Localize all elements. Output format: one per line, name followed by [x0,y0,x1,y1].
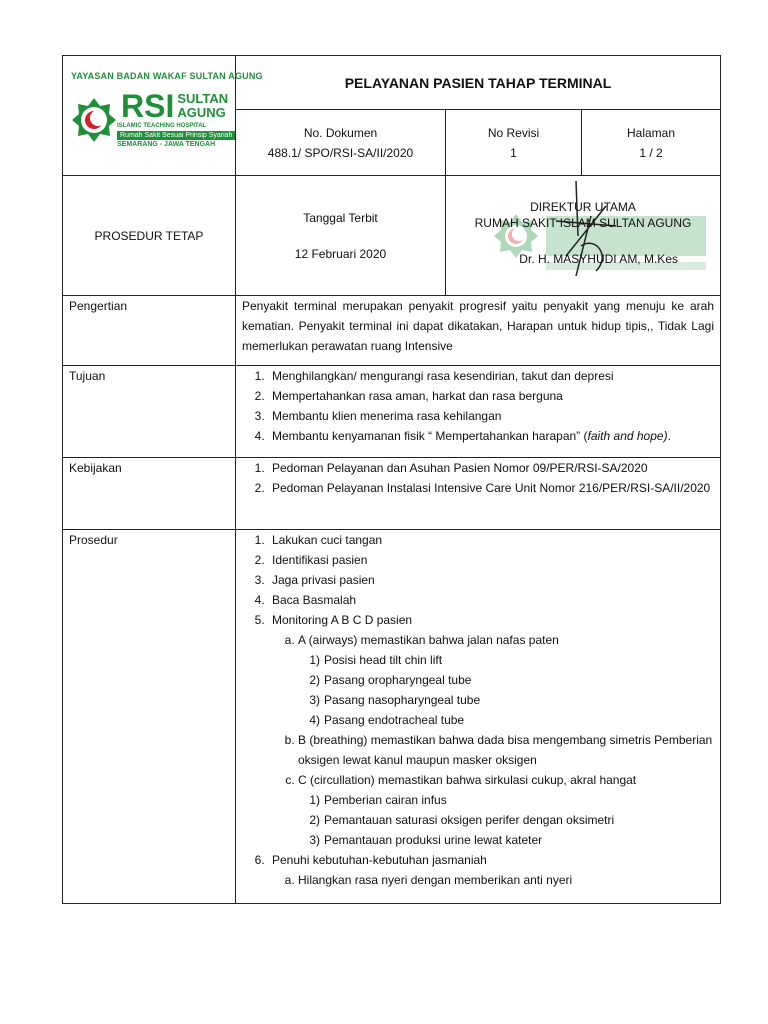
logo-tagline: Rumah Sakit Sesuai Prinsip Syariah [117,131,235,140]
pengertian-label: Pengertian [63,296,236,366]
list-item: 4. Membantu kenyamanan fisik “ Mempertahankan harapan” (faith and hope). [268,426,714,446]
direktur-title: DIREKTUR UTAMA [530,199,636,214]
list-item: 4. Baca Basmalah [268,590,714,610]
no-dokumen-value: 488.1/ SPO/RSI-SA/II/2020 [267,145,414,160]
jasmaniah-list [272,870,714,890]
sop-document [62,55,720,904]
no-dokumen-label: No. Dokumen [303,125,378,140]
list-item: 2. Mempertahankan rasa aman, harkat dan rasa berguna [268,386,714,406]
list-item: 1. Pedoman Pelayanan dan Asuhan Pasien Nomor 09/PER/RSI-SA/2020 [268,458,714,478]
tanggal-label: Tanggal Terbit [303,210,378,225]
list-item: b. B (breathing) memastikan bahwa dada bisa mengembang simetris Pemberian oksigen lewat kanul maupun masker oksigen [298,730,714,770]
monitoring-list [272,630,714,850]
kebijakan-label: Kebijakan [63,458,236,530]
logo-agung: AGUNG [177,105,226,120]
hospital-logo-icon [71,97,117,143]
no-revisi-value: 1 [510,145,517,160]
list-item: 2) Pemantauan saturasi oksigen perifer dengan oksimetri [309,813,615,827]
tujuan-cell [236,366,721,458]
logo-sultan: SULTAN [177,91,229,106]
halaman-label: Halaman [626,125,676,140]
no-revisi-cell [446,110,582,176]
list-item: a. A (airways) memastikan bahwa jalan nafas paten 1) Posisi head tilt chin lift 2) Pasang oropharyngeal tube 3) Pasang nasopharyngeal tube 4) Pasang endotracheal tube [298,630,714,730]
prosedur-tetap: PROSEDUR TETAP [63,176,236,296]
logo-city: SEMARANG - JAWA TENGAH [117,141,216,148]
list-item: 1. Lakukan cuci tangan [268,530,714,550]
tanggal-cell [236,176,446,296]
list-item: c. C (circullation) memastikan bahwa sirkulasi cukup, akral hangat 1) Pemberian cairan infus 2) Pemantauan saturasi oksigen perifer dengan oksimetri 3) Pemantauan produksi urine lewat kateter [298,770,714,850]
list-item: 4) Pasang endotracheal tube [309,713,465,727]
list-item: a. Hilangkan rasa nyeri dengan memberikan anti nyeri [298,870,714,890]
list-item: 3) Pemantauan produksi urine lewat kateter [309,833,543,847]
airways-list [298,650,714,730]
direktur-cell [446,176,721,296]
no-dokumen-cell [236,110,446,176]
document-title: PELAYANAN PASIEN TAHAP TERMINAL [236,56,721,110]
logo-foundation-text: YAYASAN BADAN WAKAF SULTAN AGUNG [71,71,263,81]
logo-rsi: RSI [121,88,175,124]
sop-table [62,55,721,904]
prosedur-list [242,530,714,890]
list-item: 1) Pemberian cairan infus [309,793,447,807]
tujuan-list [242,366,714,446]
list-item: 1. Menghilangkan/ mengurangi rasa kesendirian, takut dan depresi [268,366,714,386]
circulation-list [298,790,714,850]
tanggal-value: 12 Februari 2020 [294,246,387,261]
list-item: 6. Penuhi kebutuhan-kebutuhan jasmaniah a. Hilangkan rasa nyeri dengan memberikan anti nyeri [268,850,714,890]
list-item: 3. Jaga privasi pasien [268,570,714,590]
tujuan-label: Tujuan [63,366,236,458]
prosedur-cell [236,530,721,904]
list-item: 2. Identifikasi pasien [268,550,714,570]
list-item: 2. Pedoman Pelayanan Instalasi Intensive Care Unit Nomor 216/PER/RSI-SA/II/2020 [268,478,714,498]
kebijakan-list [242,458,714,498]
kebijakan-cell [236,458,721,530]
halaman-value: 1 / 2 [639,145,663,160]
list-item: 1) Posisi head tilt chin lift [309,653,443,667]
no-revisi-label: No Revisi [487,125,540,140]
direktur-name: Dr. H. MASYHUDI AM, M.Kes [519,251,678,266]
list-item: 3. Membantu klien menerima rasa kehilangan [268,406,714,426]
pengertian-text: Penyakit terminal merupakan penyakit progresif yaitu penyakit yang menuju ke arah kematian. Penyakit terminal ini dapat dikatakan, Harapan untuk hidup tipis,, Tidak Lagi memerlukan perawatan ruang Intensive [236,296,721,366]
halaman-cell [582,110,721,176]
direktur-org: RUMAH SAKIT ISLAM SULTAN AGUNG [474,215,692,230]
logo-teaching: ISLAMIC TEACHING HOSPITAL [117,123,207,129]
logo-cell [63,56,263,176]
prosedur-label: Prosedur [63,530,236,904]
list-item: 2) Pasang oropharyngeal tube [309,673,472,687]
list-item: 3) Pasang nasopharyngeal tube [309,693,481,707]
list-item: 5. Monitoring A B C D pasien a. A (airways) memastikan bahwa jalan nafas paten 1) Posisi head tilt chin lift 2) Pasang oropharyngeal tube 3) Pasang nasopharyngeal tube 4) Pasang endotracheal tube b. B (breathing) memastikan bahwa dada bisa mengembang simetris Pemberian oksigen lewat kanul maupun masker oksigen c. C (circullation) memastikan bahwa sirkulasi cukup, akral hangat 1) Pemberian cairan infus 2) Pemantauan saturasi oksigen perifer dengan oksimetri 3) Pemantauan produksi urine lewat kateter [268,610,714,850]
